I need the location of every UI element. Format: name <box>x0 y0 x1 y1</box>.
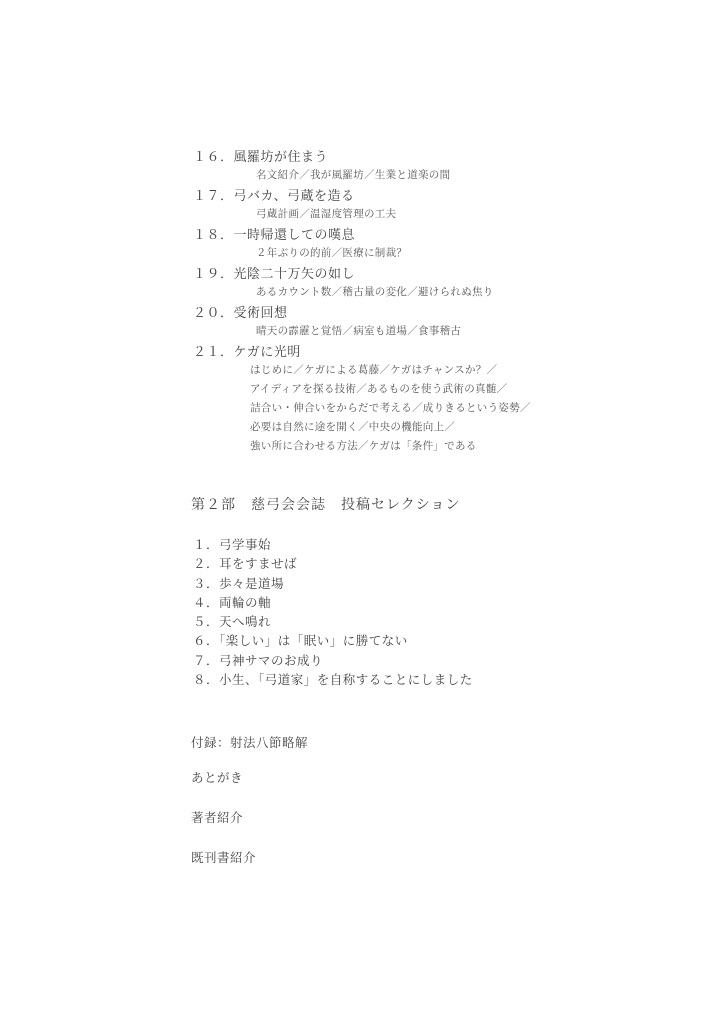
chapter-subtitle-21-line1: はじめに／ケガによる葛藤／ケガはチャンスか？／ <box>250 364 498 376</box>
part2-item-6: ６．「楽しい」は「眠い」に勝てない <box>193 633 408 648</box>
chapter-title-18: １８．一時帰還しての嘆息 <box>193 228 356 243</box>
part2-item-7: ７．弓神サマのお成り <box>193 653 324 668</box>
chapter-title-17: １７．弓バカ、弓蔵を造る <box>193 189 355 204</box>
chapter-title-21: ２１．ケガに光明 <box>193 345 301 360</box>
part2-item-8: ８．小生、「弓道家」を自称することにしました <box>193 672 473 687</box>
part2-item-5: ５．天へ鳴れ <box>193 614 272 629</box>
afterword-entry: あとがき <box>191 770 244 785</box>
chapter-subtitle-21-line3: 詰合い・伸合いをからだで考える／成りきるという姿勢／ <box>250 402 531 414</box>
chapter-subtitle-16: 名文紹介／我が風羅坊／生業と道楽の間 <box>256 169 451 181</box>
chapter-title-16: １６．風羅坊が住まう <box>193 150 329 165</box>
part2-item-1: １．弓学事始 <box>193 537 272 552</box>
chapter-subtitle-21-line2: アイディアを探る技術／あるものを使う武術の真髄／ <box>250 383 508 395</box>
chapter-title-19: １９．光陰二十万矢の如し <box>193 267 356 282</box>
chapter-subtitle-19: あるカウント数／稽古量の変化／避けられぬ焦り <box>256 286 494 298</box>
part2-item-4: ４．両輪の軸 <box>193 595 272 610</box>
part2-item-2: ２．耳をすませば <box>193 556 298 571</box>
chapter-subtitle-20: 晴天の霹靂と覚悟／病室も道場／食事稽古 <box>256 325 462 337</box>
part2-title: 第２部 慈弓会会誌 投稿セレクション <box>191 497 461 513</box>
published-books-entry: 既刊書紹介 <box>191 850 257 865</box>
author-intro-entry: 著者紹介 <box>191 810 244 825</box>
chapter-title-20: ２０．受術回想 <box>193 306 288 321</box>
chapter-subtitle-18: ２年ぶりの的前／医療に制裁？ <box>256 247 408 259</box>
part2-item-3: ３．歩々是道場 <box>193 576 285 591</box>
chapter-subtitle-21-line5: 強い所に合わせる方法／ケガは「条件」である <box>250 440 477 452</box>
chapter-subtitle-17: 弓蔵計画／温湿度管理の工夫 <box>256 208 397 220</box>
chapter-subtitle-21-line4: 必要は自然に途を開く／中央の機能向上／ <box>250 421 456 433</box>
appendix-entry: 付録：射法八節略解 <box>191 735 309 750</box>
